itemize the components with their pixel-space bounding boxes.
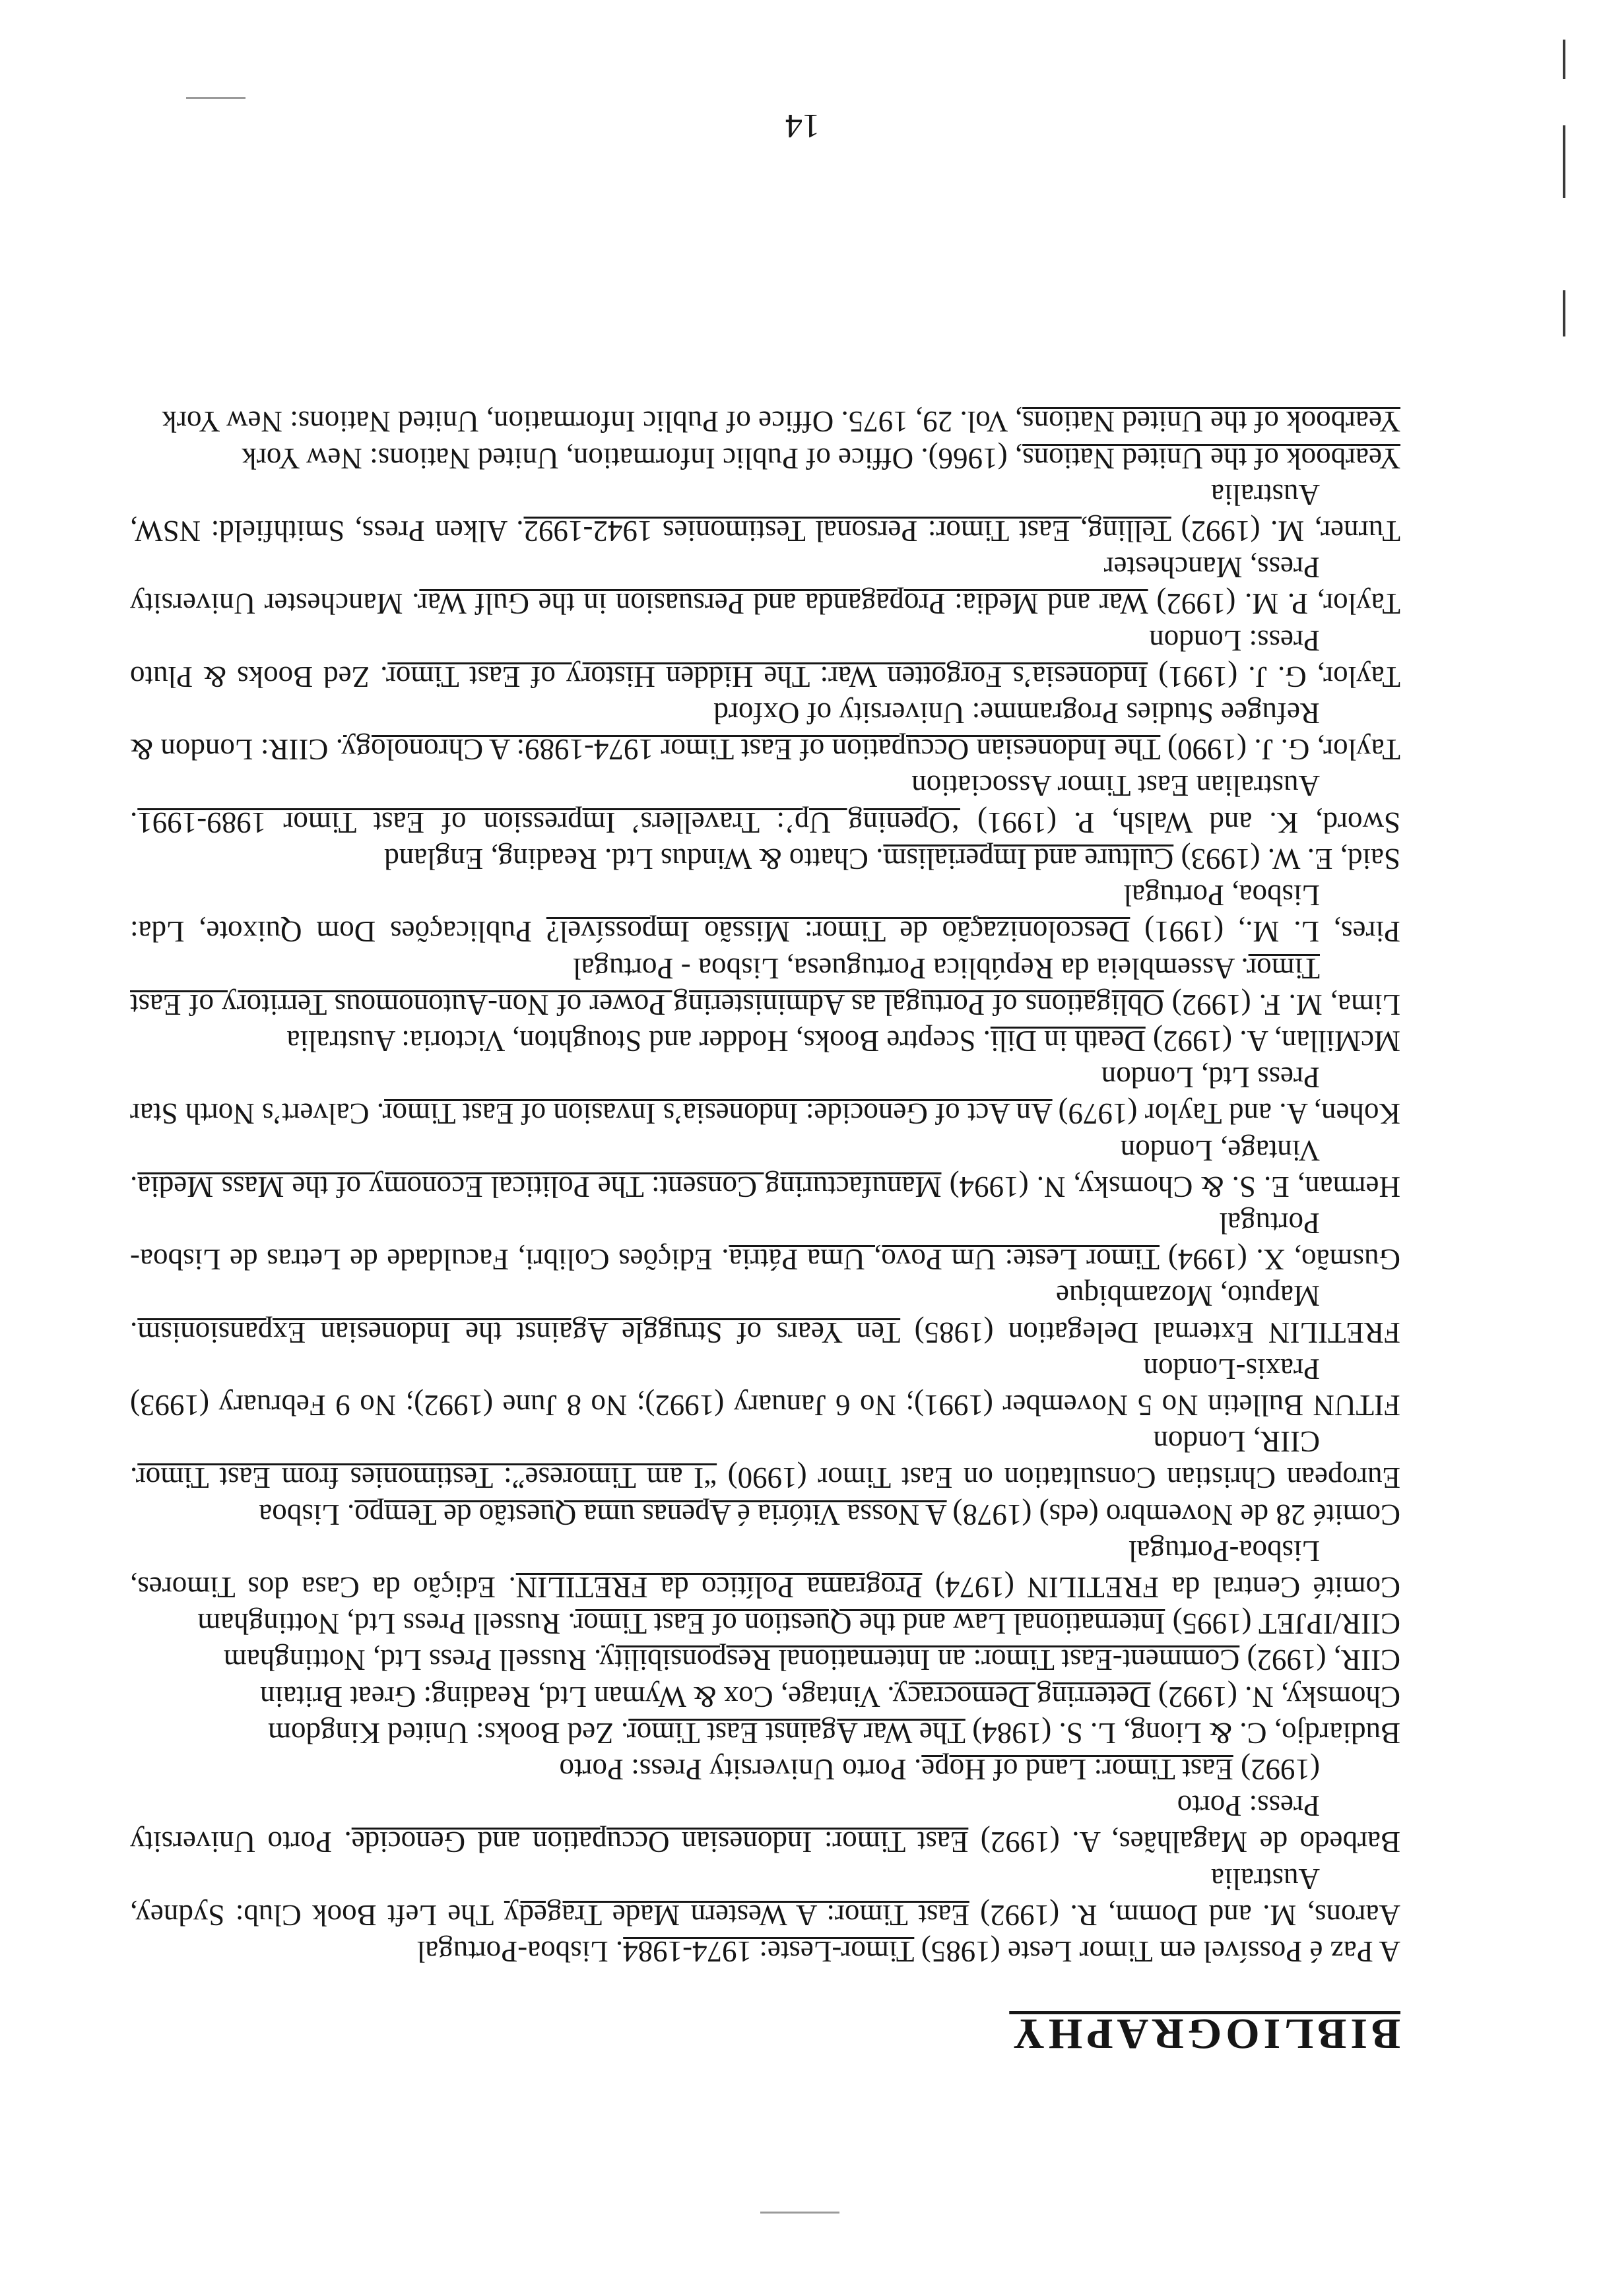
entry-publisher: . CIIR, London: [130, 1425, 1320, 1495]
entry-author-year: European Christian Consultation on East Timor (1990): [717, 1461, 1400, 1495]
entry-publisher: . Maputo, Mozambique: [130, 1279, 1320, 1349]
page-heading: BIBLIOGRAPHY: [1009, 2010, 1400, 2058]
entry-author-year: A Paz é Possível em Timor Leste (1985): [914, 1935, 1400, 1968]
entry-title: International Law and the Question of East Timor: [575, 1607, 1165, 1641]
bibliography-entry: [130, 1533, 1400, 1605]
entry-title: Manufacturing Consent: The Political Economy of the Mass Media: [137, 1170, 942, 1203]
entry-title: Telling, East Timor: Personal Testimonies 1942-1992: [523, 515, 1171, 548]
entry-author-year: Comité 28 de Novembro (eds) (1978): [946, 1498, 1400, 1531]
entry-title: East Timor: A Western Made Tragedy: [504, 1898, 969, 1932]
bibliography-entry: [130, 549, 1400, 622]
bibliography-entry: [130, 1132, 1400, 1204]
entry-author-year: CIIR, (1992): [1239, 1643, 1400, 1677]
entry-title: Comment-East Timor: an International Responsibility: [601, 1643, 1240, 1677]
entry-title: East Timor: Indonesian Occupation and Genocide: [351, 1826, 969, 1859]
entry-title: ‘Opening Up’: Travellers’ Impression of East Timor 1989-1991: [137, 806, 960, 839]
bibliography-entry: [130, 877, 1400, 949]
scan-speck: [760, 2212, 839, 2214]
entry-author-year: Gusmão, X. (1994): [1160, 1243, 1400, 1277]
entry-publisher: . CIIR: London & Refugee Studies Programme: University of Oxford: [130, 697, 1320, 767]
entry-author-year: Lima, M. F. (1992): [1163, 988, 1400, 1021]
entry-publisher: . Calvert’s North Star Press Ltd, London: [130, 1061, 1320, 1131]
entry-author-year: Taylor, G. J. (1990): [1160, 733, 1400, 767]
entry-title: Indonesia’s Forgotten War: The Hidden History of East Timor: [387, 660, 1148, 693]
entry-title: War and Media: Propaganda and Persuasion in the Gulf War: [419, 587, 1148, 621]
entry-publisher: . Zed Books & Pluto Press: London: [130, 623, 1320, 693]
entry-title: Obligations of Portugal as Administering Power of Non-Autonomous Territory of East Timor: [130, 951, 1320, 1021]
entry-title: Ten Years of Struggle Against the Indonesian Expansionism: [137, 1316, 901, 1349]
entry-publisher: . Assembleia da República Portuguesa, Lisboa - Portugal: [573, 951, 1249, 985]
entry-author-year: FRETILIN External Delegation (1985): [900, 1316, 1400, 1349]
entry-publisher: . Sceptre Books, Hodder and Stoughton, Victoria: Australia: [286, 1024, 991, 1058]
entry-publisher: . Vintage, London: [130, 1133, 1320, 1203]
bibliography-entry: [130, 1059, 1400, 1132]
entry-publisher: . Edição da Casa dos Timores, Lisboa-Portugal: [130, 1534, 1320, 1604]
margin-mark: [1563, 290, 1565, 336]
entry-author-year: Sword, K. and Walsh, P. (1991): [960, 806, 1400, 839]
bibliography-entry: [130, 949, 1400, 1022]
page-number: 14: [785, 107, 820, 144]
entry-title: Descolonização de Timor: Missão Impossível?: [546, 915, 1130, 949]
entry-author-year: CIIR/IPJET (1995): [1165, 1607, 1400, 1641]
entry-author-year: Chomsky, N. (1992): [1150, 1680, 1400, 1713]
entry-author-year: Kohen, A. and Taylor (1979): [1052, 1097, 1400, 1131]
bibliography-entry: [130, 1678, 1400, 1714]
entry-publisher: , (1966). Office of Public Information, United Nations: New York: [242, 441, 1023, 475]
entry-title: Timor Leste: Um Povo, Uma Pátria: [729, 1243, 1160, 1277]
bibliography-entry: [130, 1860, 1400, 1932]
entry-author-year: Turner, M. (1992): [1171, 515, 1400, 548]
entry-author-year: Taylor, G. J. (1991): [1148, 660, 1400, 693]
entry-publisher: . Australian East Timor Association: [130, 769, 1320, 839]
bibliography-entry: [130, 439, 1400, 476]
entry-author-year: (1992): [1233, 1752, 1320, 1786]
margin-mark: [1563, 40, 1565, 79]
entry-publisher: . Porto University Press: Porto: [130, 1789, 1320, 1859]
entry-title: Death in Dili: [990, 1024, 1146, 1058]
entry-publisher: . Alken Press, Smithfield: NSW, Australia: [130, 478, 1320, 548]
bibliography-entry: [130, 1205, 1400, 1277]
entry-author-year: Budiardjo, C. & Liong, L. S. (1984): [965, 1716, 1400, 1750]
entry-title: An Act of Genocide: Indonesia’s Invasion of East Timor: [384, 1097, 1053, 1131]
entry-title: The Indonesian Occupation of East Timor 1974-1989: A Chronology: [343, 733, 1161, 767]
entry-title: “I am Timorese”: Testimonies from East Timor: [137, 1461, 717, 1495]
entry-author-year: Said, E. W. (1993): [1173, 842, 1400, 876]
entry-title: The War Against East Timor: [628, 1716, 966, 1750]
entry-publisher: . Manchester University Press, Manchester: [129, 551, 1320, 621]
entry-publisher: . Porto University Press: Porto: [559, 1752, 922, 1786]
bibliography-entry: [130, 1751, 1400, 1787]
bibliography-entry: [130, 1715, 1400, 1751]
entry-publisher: Publicações Dom Quixote, Lda: Lisboa, Portugal: [130, 879, 1320, 949]
entry-publisher: . Zed Books: United Kingdom: [268, 1716, 629, 1750]
bibliography-entry: [130, 1023, 1400, 1059]
entry-author-year: Comité Central da FRETILIN (1974): [922, 1570, 1400, 1604]
entry-author-year: FITUN Bulletin No 5 November (1991); No 6 January (1992); No 8 June (1992); No 9 February (1993) Praxis-London: [130, 1352, 1400, 1422]
entry-publisher: . Russell Press Ltd, Nottingham: [197, 1607, 575, 1641]
scan-speck: [186, 97, 246, 99]
entry-title: Deterring Democracy: [894, 1680, 1151, 1713]
entry-publisher: . Russell Press Ltd, Nottingham: [223, 1643, 602, 1677]
entry-publisher: The Left Book Club: Sydney, Australia: [130, 1862, 1320, 1932]
entry-author-year: Aarons, M. and Domm, R. (1992): [969, 1898, 1400, 1932]
entry-author-year: McMillan, A. (1992): [1145, 1024, 1400, 1058]
bibliography-entry: [130, 1933, 1400, 1969]
bibliography-entry: [130, 1642, 1400, 1678]
entry-title: Timor-Leste: 1974-1984: [623, 1935, 915, 1968]
bibliography-entry: [130, 841, 1400, 877]
entry-publisher: . Lisboa: [259, 1498, 355, 1531]
entry-author-year: Herman, E. S. & Chomsky, N. (1994): [941, 1170, 1400, 1203]
bibliography-entry: [130, 622, 1400, 694]
margin-mark: [1563, 125, 1565, 198]
entry-publisher: . Edições Colibri, Faculdade de Letras de Lisboa-Portugal: [130, 1206, 1320, 1277]
entry-title: Yearbook of the United Nations: [1022, 441, 1400, 475]
bibliography-entry: [130, 695, 1400, 767]
entry-publisher: . Vintage, Cox & Wyman Ltd, Reading: Great Britain: [260, 1680, 895, 1713]
entry-title: Programa Político da FRETILIN: [515, 1570, 923, 1604]
entry-title: Yearbook of the United Nations: [1022, 405, 1400, 439]
bibliography-entry: [130, 1496, 1400, 1532]
entry-author-year: Pires, L. M., (1991): [1130, 915, 1400, 949]
bibliography-entry: [130, 1605, 1400, 1642]
reference-list: [130, 403, 1400, 1969]
entry-title: Culture and Imperialism: [883, 842, 1174, 876]
bibliography-entry: [130, 767, 1400, 840]
entry-publisher: . Chatto & Windus Ltd. Reading, England: [384, 842, 884, 876]
entry-title: East Timor: Land of Hope: [921, 1752, 1233, 1786]
bibliography-entry: [130, 1787, 1400, 1860]
bibliography-entry: [130, 1277, 1400, 1350]
entry-author-year: Taylor, P. M. (1992): [1148, 587, 1400, 621]
bibliography-entry: [130, 1423, 1400, 1496]
entry-publisher: . Lisboa-Portugal: [416, 1935, 624, 1968]
bibliography-entry: [130, 403, 1400, 439]
bibliography-entry: [130, 476, 1400, 549]
bibliography-entry: [130, 1351, 1400, 1423]
entry-title: A Nossa Vitória é Apenas uma Questão de Tempo: [354, 1498, 947, 1531]
entry-publisher: , Vol. 29, 1975. Office of Public Information, United Nations: New York: [162, 405, 1023, 439]
entry-author-year: Barbedo de Magalhães, A. (1992): [968, 1826, 1400, 1859]
